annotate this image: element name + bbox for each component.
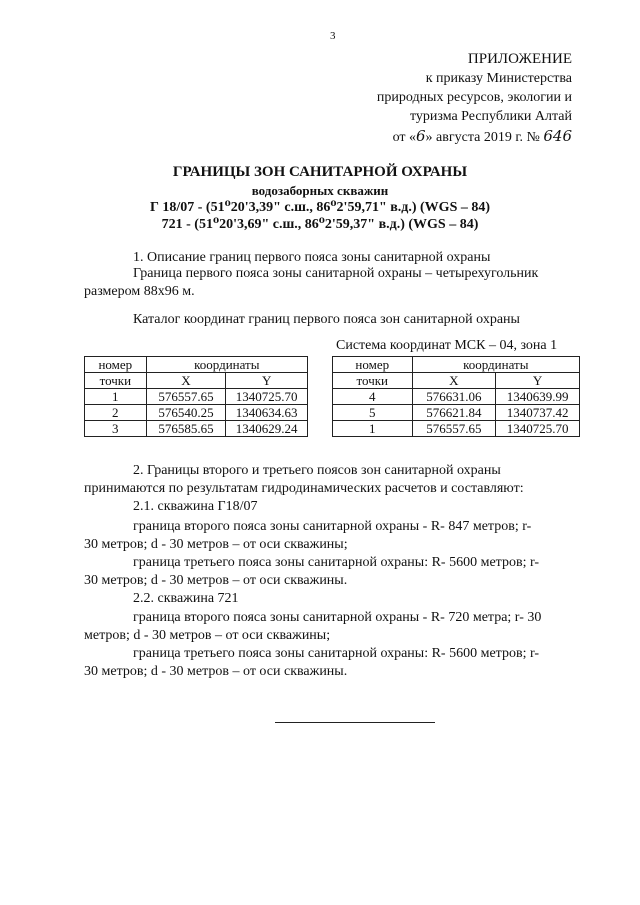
subsection-2-2-title: 2.2. скважина 721 xyxy=(133,591,239,606)
cell-x: 576621.84 xyxy=(412,405,496,421)
cell-point: 1 xyxy=(333,421,413,437)
section-2-line-2: принимаются по результатам гидродинамических расчетов и составляют: xyxy=(84,481,524,496)
appendix-line-1: к приказу Министерства xyxy=(425,71,572,86)
cell-x: 576557.65 xyxy=(412,421,496,437)
cell-point: 4 xyxy=(333,389,413,405)
date-middle: » августа 2019 г. № xyxy=(425,130,540,145)
document-title: ГРАНИЦЫ ЗОН САНИТАРНОЙ ОХРАНЫ xyxy=(172,164,468,180)
cell-point: 2 xyxy=(85,405,147,421)
document-subtitle: водозаборных скважин xyxy=(251,183,389,198)
well-2-third-zone-b: 30 метров; d - 30 метров – от оси скважины. xyxy=(84,664,348,679)
well-2-second-zone-b: метров; d - 30 метров – от оси скважины; xyxy=(84,628,331,643)
well-1-second-zone-b: 30 метров; d - 30 метров – от оси скважины; xyxy=(84,537,348,552)
coordinates-table-left xyxy=(84,356,308,437)
cell-x: 576540.25 xyxy=(146,405,226,421)
cell-x: 576557.65 xyxy=(146,389,226,405)
section-1-title: 1. Описание границ первого пояса зоны санитарной охраны xyxy=(133,250,491,265)
table-row xyxy=(85,389,308,405)
catalog-caption: Каталог координат границ первого пояса зон санитарной охраны xyxy=(133,312,520,327)
cell-y: 1340725.70 xyxy=(496,421,580,437)
handwritten-day: 6 xyxy=(416,127,426,145)
well-1-third-zone-a: граница третьего пояса зоны санитарной охраны: R- 5600 метров; r- xyxy=(133,555,539,570)
header-y: Y xyxy=(496,373,580,389)
cell-point: 3 xyxy=(85,421,147,437)
header-y: Y xyxy=(226,373,308,389)
closing-separator-line xyxy=(275,722,435,723)
table-row xyxy=(333,405,580,421)
cell-y: 1340639.99 xyxy=(496,389,580,405)
appendix-title: ПРИЛОЖЕНИЕ xyxy=(467,51,572,67)
cell-point: 5 xyxy=(333,405,413,421)
header-point-number: номер xyxy=(85,357,147,373)
cell-y: 1340629.24 xyxy=(226,421,308,437)
well-2-heading: 721 - (51⁰20'3,69" с.ш., 86⁰2'59,37" в.д.) (WGS – 84) xyxy=(161,217,479,232)
header-point-number: номер xyxy=(333,357,413,373)
well-1-heading: Г 18/07 - (51⁰20'3,39" с.ш., 86⁰2'59,71" в.д.) (WGS – 84) xyxy=(149,200,491,215)
appendix-line-3: туризма Республики Алтай xyxy=(409,109,572,124)
cell-x: 576585.65 xyxy=(146,421,226,437)
table-row xyxy=(85,421,308,437)
table-row xyxy=(85,405,308,421)
section-1-line-2: размером 88х96 м. xyxy=(84,284,195,299)
appendix-date-line xyxy=(393,127,572,146)
table-row xyxy=(333,389,580,405)
well-2-third-zone-a: граница третьего пояса зоны санитарной охраны: R- 5600 метров; r- xyxy=(133,646,539,661)
header-x: X xyxy=(412,373,496,389)
cell-x: 576631.06 xyxy=(412,389,496,405)
cell-y: 1340725.70 xyxy=(226,389,308,405)
table-row xyxy=(333,421,580,437)
cell-y: 1340737.42 xyxy=(496,405,580,421)
section-2-line-1: 2. Границы второго и третьего поясов зон санитарной охраны xyxy=(133,463,501,478)
well-2-second-zone-a: граница второго пояса зоны санитарной охраны - R- 720 метра; r- 30 xyxy=(133,610,542,625)
well-1-second-zone-a: граница второго пояса зоны санитарной охраны - R- 847 метров; r- xyxy=(133,519,532,534)
header-point-label: точки xyxy=(333,373,413,389)
cell-point: 1 xyxy=(85,389,147,405)
date-prefix: от « xyxy=(392,130,416,145)
well-1-third-zone-b: 30 метров; d - 30 метров – от оси скважины. xyxy=(84,573,348,588)
subsection-2-1-title: 2.1. скважина Г18/07 xyxy=(133,499,258,514)
page-number: 3 xyxy=(330,30,336,42)
section-1-line-1: Граница первого пояса зоны санитарной охраны – четырехугольник xyxy=(133,266,539,281)
appendix-line-2: природных ресурсов, экологии и xyxy=(376,90,572,105)
header-coordinates: координаты xyxy=(146,357,307,373)
header-coordinates: координаты xyxy=(412,357,579,373)
handwritten-order-number: 646 xyxy=(543,127,572,145)
coordinate-system-caption: Система координат МСК – 04, зона 1 xyxy=(336,338,558,353)
header-x: X xyxy=(146,373,226,389)
cell-y: 1340634.63 xyxy=(226,405,308,421)
header-point-label: точки xyxy=(85,373,147,389)
coordinates-table-right xyxy=(332,356,580,437)
